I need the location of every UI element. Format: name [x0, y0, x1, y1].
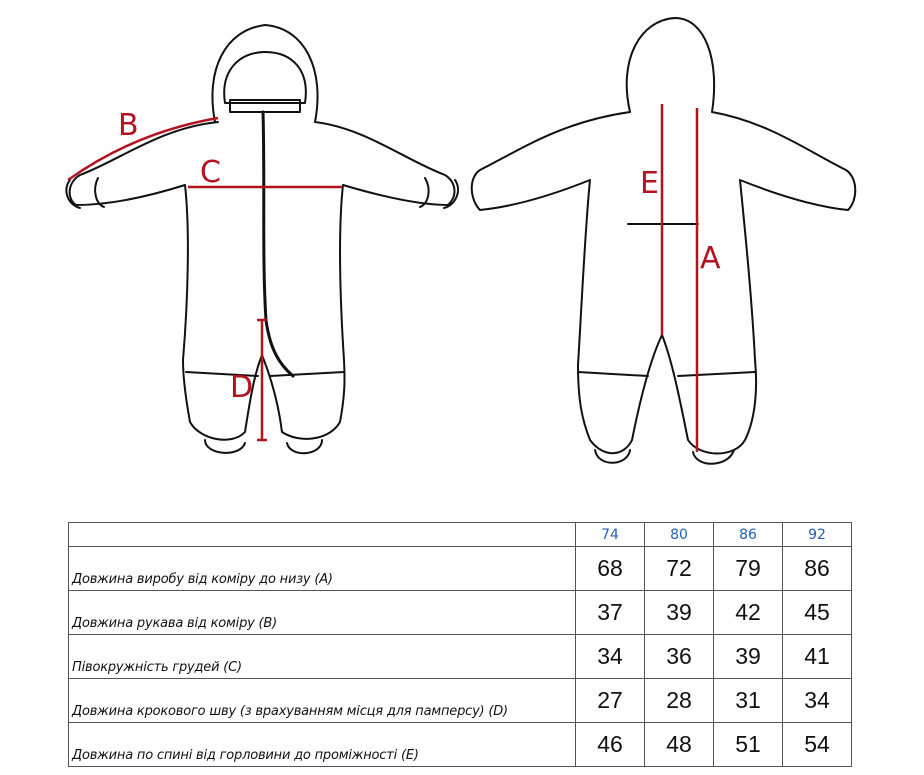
size-header-blank: [69, 523, 576, 547]
back-left-boot: [595, 450, 630, 463]
row-value: 45: [783, 591, 852, 635]
row-value: 86: [783, 547, 852, 591]
row-label: Довжина крокового шву (з врахуванням місця для памперсу) (D): [69, 679, 576, 723]
front-leg-cuffs: [186, 372, 344, 376]
front-zipper: [263, 112, 293, 376]
front-left-boot: [205, 440, 245, 453]
row-label: Довжина виробу від коміру до низу (A): [69, 547, 576, 591]
label-c: C: [200, 155, 221, 190]
label-a: A: [700, 241, 721, 276]
front-right-boot: [287, 440, 322, 453]
measurement-lines: [68, 104, 697, 452]
row-value: 48: [645, 723, 714, 767]
row-value: 34: [783, 679, 852, 723]
row-label: Півокружність грудей (C): [69, 635, 576, 679]
row-value: 31: [714, 679, 783, 723]
size-header: 74: [576, 523, 645, 547]
row-value: 27: [576, 679, 645, 723]
label-e: E: [640, 166, 659, 201]
row-label: Довжина по спині від горловини до проміжності (E): [69, 723, 576, 767]
back-leg-cuffs: [578, 372, 755, 376]
row-value: 34: [576, 635, 645, 679]
size-header: 80: [645, 523, 714, 547]
size-table: [68, 522, 852, 767]
row-value: 72: [645, 547, 714, 591]
row-value: 68: [576, 547, 645, 591]
row-value: 41: [783, 635, 852, 679]
table-row: [69, 679, 852, 723]
size-header-row: [69, 523, 852, 547]
row-value: 39: [714, 635, 783, 679]
row-value: 42: [714, 591, 783, 635]
row-value: 79: [714, 547, 783, 591]
back-hood: [627, 18, 714, 112]
back-body-outline: [472, 112, 856, 454]
table-row: [69, 591, 852, 635]
row-value: 51: [714, 723, 783, 767]
table-row: [69, 723, 852, 767]
table-row: [69, 547, 852, 591]
row-value: 54: [783, 723, 852, 767]
row-value: 37: [576, 591, 645, 635]
row-value: 28: [645, 679, 714, 723]
front-collar: [230, 100, 300, 112]
size-header: 86: [714, 523, 783, 547]
back-view: [472, 18, 856, 464]
label-d: D: [230, 370, 254, 405]
label-b: B: [118, 108, 139, 143]
size-header: 92: [783, 523, 852, 547]
row-label: Довжина рукава від коміру (B): [69, 591, 576, 635]
row-value: 36: [645, 635, 714, 679]
row-value: 46: [576, 723, 645, 767]
table-row: [69, 635, 852, 679]
front-face-opening: [224, 52, 306, 103]
row-value: 39: [645, 591, 714, 635]
